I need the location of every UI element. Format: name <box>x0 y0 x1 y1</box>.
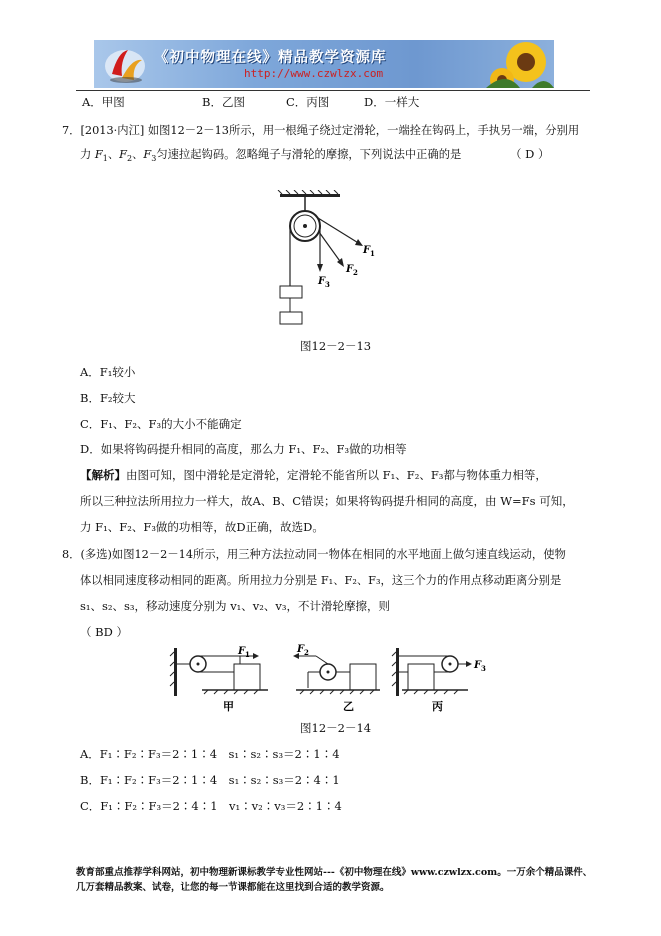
q8-answer: （ BD ） <box>80 625 128 639</box>
q7-analysis-line2: 所以三种拉法所用拉力一样大，故A、B、C错误；如果将钩码提升相同的高度，由 W=Fs 可知， <box>80 494 574 508</box>
analysis-tag: 【解析】 <box>80 468 126 482</box>
pulley-figure-13 <box>270 190 380 330</box>
q6-option-c: C．丙图 <box>286 95 330 109</box>
svg-text:F: F <box>297 644 305 655</box>
q6-option-a: A．甲图 <box>82 95 125 109</box>
q7-stem-line2: 力 $F_1$、$F_2$、$F_3$匀速拉起钩码。忽略绳子与滑轮的摩擦，下列说法中正确的是 <box>80 148 462 163</box>
svg-text:1: 1 <box>245 650 250 659</box>
label-f3: F <box>318 276 326 287</box>
footer-line1: 教育部重点推荐学科网站，初中物理新课标教学专业性网站---《初中物理在线》www.czwlzx.com。一万余个精品课件、 <box>76 867 593 878</box>
label-bing: 丙 <box>432 700 443 713</box>
figure-13-caption: 图12－2－13 <box>300 339 372 353</box>
q8-option-c: C．F₁∶F₂∶F₃＝2∶4∶1 v₁∶v₂∶v₃＝2∶1∶4 <box>80 799 342 813</box>
q7-option-b: B．F₂较大 <box>80 391 136 405</box>
label-f3-sub: 3 <box>325 280 330 289</box>
label-f1-sub: 1 <box>370 249 375 258</box>
figure-14-caption: 图12－2－14 <box>300 721 372 735</box>
q8-stem-line1: 8．(多选)如图12－2－14所示，用三种方法拉动同一物体在相同的水平地面上做匀速直线运动，使物 <box>62 548 566 561</box>
setup-yi <box>293 644 380 694</box>
q7-option-d: D．如果将钩码提升相同的高度，那么力 F₁、F₂、F₃做的功相等 <box>80 442 407 456</box>
q6-option-d: D．一样大 <box>364 95 420 109</box>
svg-text:3: 3 <box>481 664 486 673</box>
q7-analysis-line3: 力 F₁、F₂、F₃做的功相等，故D正确，故选D。 <box>80 520 324 534</box>
sunflower-image <box>486 40 554 88</box>
header-divider <box>76 90 590 91</box>
q7-answer: （ D ） <box>510 147 550 161</box>
setup-bing <box>392 648 486 696</box>
header-banner <box>94 40 554 88</box>
setup-jia <box>170 646 268 696</box>
q8-option-b: B．F₁∶F₂∶F₃＝2∶1∶4 s₁∶s₂∶s₃＝2∶4∶1 <box>80 773 340 787</box>
banner-title: 《初中物理在线》精品教学资源库 <box>154 49 387 66</box>
q6-option-b: B．乙图 <box>202 95 245 109</box>
site-logo <box>102 44 148 86</box>
q8-stem-line2: 体以相同速度移动相同的距离。所用拉力分别是 F₁、F₂、F₃，这三个力的作用点移动距离分别是 <box>80 574 562 587</box>
q7-analysis-line1: 【解析】由图可知，图中滑轮是定滑轮，定滑轮不能省所以 F₁、F₂、F₃都与物体重力相等， <box>80 468 547 482</box>
svg-text:2: 2 <box>304 648 309 657</box>
q7-option-c: C．F₁、F₂、F₃的大小不能确定 <box>80 417 242 431</box>
banner-url: http://www.czwlzx.com <box>244 67 384 80</box>
q8-stem-line3: s₁、s₂、s₃，移动速度分别为 v₁、v₂、v₃，不计滑轮摩擦，则 <box>80 599 391 613</box>
pulley-figure-14 <box>168 642 498 714</box>
q7-stem-line1: 7．[2013·内江] 如图12－2－13所示，用一根绳子绕过定滑轮，一端拴在钩码上，手执另一端，分别用 <box>62 124 580 137</box>
footer-line2: 几万套精品教案、试卷，让您的每一节课都能在这里找到合适的教学资源。 <box>76 882 390 893</box>
label-f2: F <box>346 264 354 275</box>
label-jia: 甲 <box>223 700 234 713</box>
svg-text:F: F <box>238 646 246 657</box>
svg-text:F: F <box>474 660 482 671</box>
q8-option-a: A．F₁∶F₂∶F₃＝2∶1∶4 s₁∶s₂∶s₃＝2∶1∶4 <box>80 747 340 761</box>
label-yi: 乙 <box>343 700 354 713</box>
label-f1: F <box>363 245 371 256</box>
label-f2-sub: 2 <box>353 268 358 277</box>
q7-option-a: A．F₁较小 <box>80 365 136 379</box>
